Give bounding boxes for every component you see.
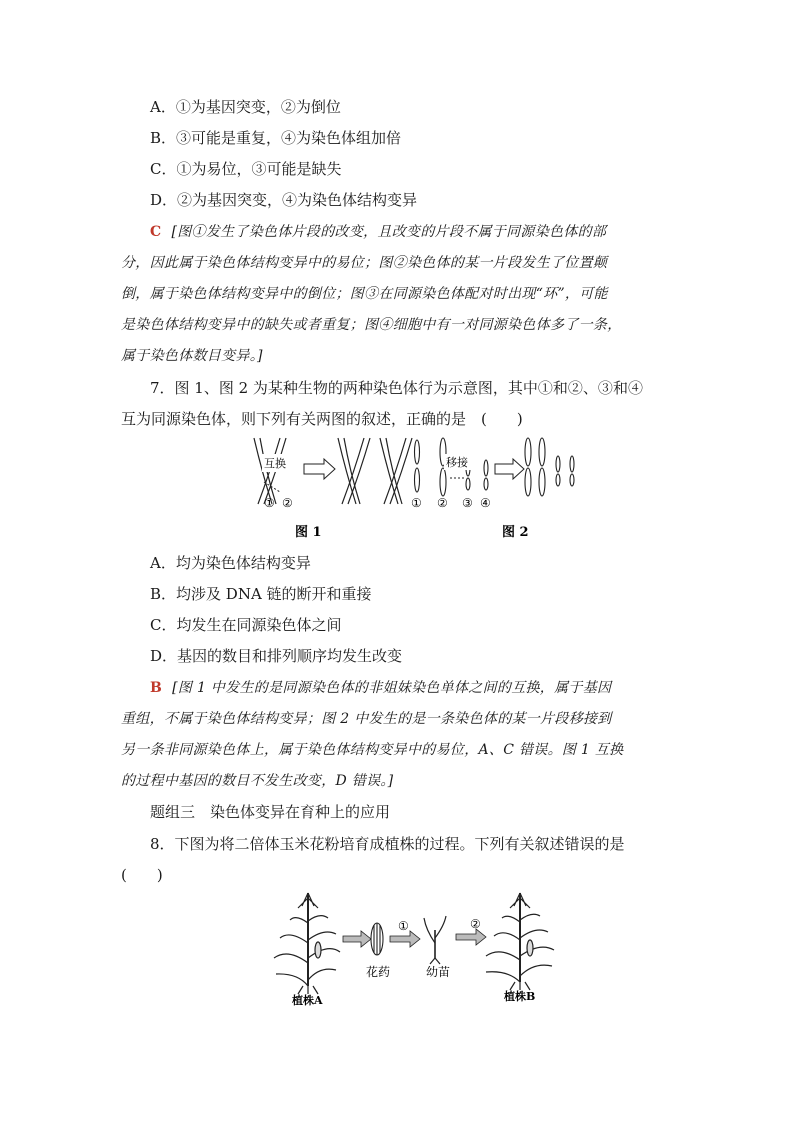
fig1-caption: 图 1 <box>295 525 322 540</box>
q7-explanation-2: 重组，不属于染色体结构变异；图 2 中发生的是一条染色体的某一片段移接到 <box>121 711 612 727</box>
fig2-num-2: ② <box>437 496 448 510</box>
q6-explanation-2: 分，因此属于染色体结构变异中的易位；图②染色体的某一片段发生了位置颠 <box>121 255 608 271</box>
plant-b-label: 植株B <box>504 990 536 1003</box>
plant-b-illustration <box>486 893 554 990</box>
q6-option-a: A．①为基因突变，②为倒位 <box>150 98 341 116</box>
q6-explanation-5: 属于染色体数目变异。] <box>121 348 263 364</box>
fig2-translocation-label: 移接 <box>446 456 468 469</box>
fig1-num-1: ① <box>264 496 275 510</box>
fig1-swap-label: 互换 <box>264 457 286 470</box>
q7-answer-line-1 <box>150 678 611 698</box>
q7-stem-2: 互为同源染色体，则下列有关两图的叙述，正确的是 ( ) <box>121 410 523 428</box>
q7-option-a: A．均为染色体结构变异 <box>150 554 311 572</box>
corn-culture-figure <box>268 888 568 1013</box>
q7-explanation-4: 的过程中基因的数目不发生改变，D 错误。] <box>121 773 394 789</box>
group-heading: 题组三 染色体变异在育种上的应用 <box>150 803 391 821</box>
seedling-label: 幼苗 <box>426 965 451 979</box>
fig2-num-3: ③ <box>462 496 473 510</box>
q7-option-b: B．均涉及 DNA 链的断开和重接 <box>150 585 372 603</box>
q7-option-c: C．均发生在同源染色体之间 <box>150 616 342 634</box>
arrow-to-anther <box>343 931 371 947</box>
q7-answer-letter: B <box>150 680 163 696</box>
q6-answer-letter: C <box>150 224 162 240</box>
step-1-label: ① <box>398 919 409 933</box>
anther-label: 花药 <box>366 965 391 979</box>
q6-explanation-4: 是染色体结构变异中的缺失或者重复；图④细胞中有一对同源染色体多了一条， <box>121 317 622 333</box>
q7-option-d: D．基因的数目和排列顺序均发生改变 <box>150 647 403 665</box>
q6-option-d: D．②为基因突变，④为染色体结构变异 <box>150 191 418 209</box>
step-2-label: ② <box>470 917 481 931</box>
fig2-num-1: ① <box>411 496 422 510</box>
fig2-caption: 图 2 <box>502 525 529 540</box>
q8-stem-2: ( ) <box>121 866 163 884</box>
arrow-to-plant-b <box>456 929 486 945</box>
plant-a-illustration <box>274 893 340 994</box>
fig2-arrow <box>495 459 524 479</box>
q7-explanation-3: 另一条非同源染色体上，属于染色体结构变异中的易位，A、C 错误。图 1 互换 <box>121 742 624 758</box>
q7-stem-1: 7．图 1、图 2 为某种生物的两种染色体行为示意图，其中①和②、③和④ <box>150 379 643 397</box>
arrow-to-seedling <box>390 931 420 947</box>
fig1-num-2: ② <box>282 496 293 510</box>
q6-option-b: B．③可能是重复，④为染色体组加倍 <box>150 129 402 147</box>
plant-a-label: 植株A <box>292 994 323 1007</box>
chromosome-figure <box>240 434 580 546</box>
fig1-arrow <box>304 459 335 479</box>
fig1-chromosomes-after <box>338 438 412 504</box>
q7-explanation-1: [图 1 中发生的是同源染色体的非姐妹染色单体之间的互换，属于基因 <box>172 680 612 696</box>
q6-answer-line-1 <box>150 222 606 242</box>
seedling-illustration <box>424 916 446 964</box>
anther-illustration <box>371 923 383 955</box>
q6-option-c: C．①为易位，③可能是缺失 <box>150 160 342 178</box>
fig2-num-4: ④ <box>480 496 491 510</box>
fig2-chromosomes <box>415 438 575 496</box>
q6-explanation-3: 倒，属于染色体结构变异中的倒位；图③在同源染色体配对时出现“环”，可能 <box>121 286 608 302</box>
q6-explanation-1: [图①发生了染色体片段的改变，且改变的片段不属于同源染色体的部 <box>171 224 607 240</box>
q8-stem-1: 8．下图为将二倍体玉米花粉培育成植株的过程。下列有关叙述错误的是 <box>150 835 625 853</box>
